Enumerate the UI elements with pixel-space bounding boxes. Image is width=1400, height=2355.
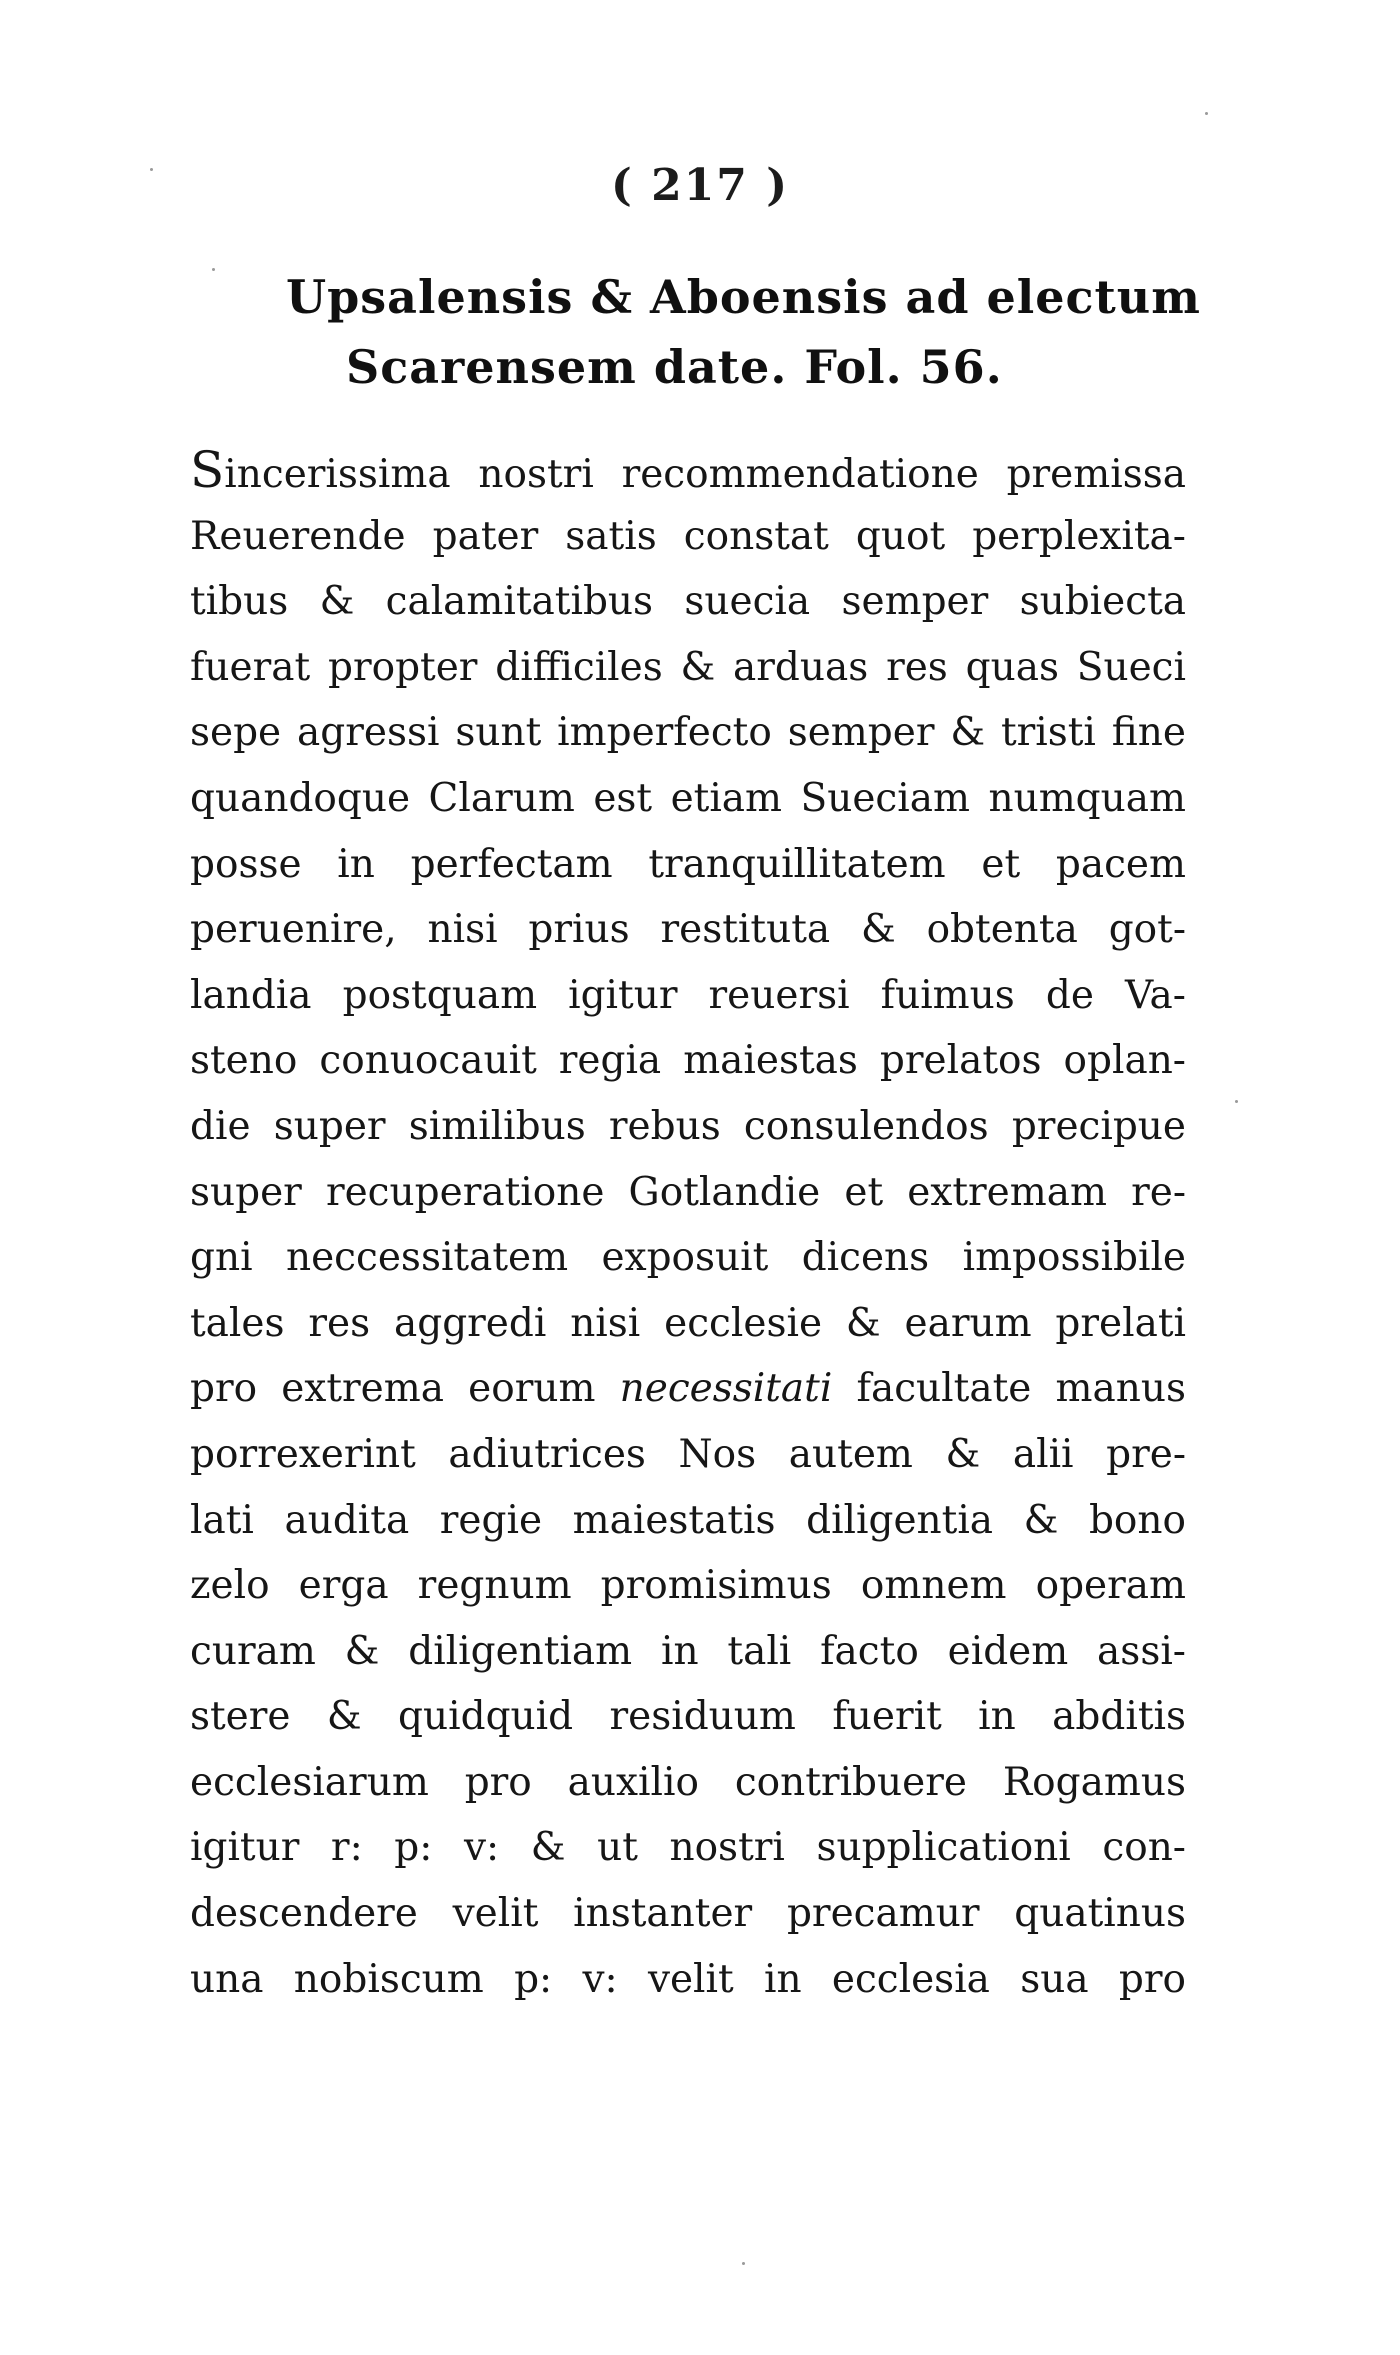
body-line: ecclesiarum pro auxilio contribuere Rogamus (190, 1759, 1186, 1805)
body-line-15-end: facultate manus (856, 1366, 1186, 1412)
letter-heading (286, 262, 1206, 402)
body-line: die super similibus rebus consulendos precipue (190, 1103, 1186, 1149)
letter-body (190, 438, 1186, 2012)
body-line: quandoque Clarum est etiam Sueciam numquam (190, 775, 1186, 821)
body-line: descendere velit instanter precamur quatinus (190, 1891, 1186, 1937)
heading-line-2: Scarensem date. Fol. 56. (346, 340, 1003, 394)
paper-speck (1235, 1100, 1238, 1103)
paper-speck (212, 268, 215, 271)
body-line: gni neccessitatem exposuit dicens impossibile (190, 1235, 1186, 1281)
body-line: tibus & calamitatibus suecia semper subiecta (190, 579, 1186, 625)
paper-speck (742, 2262, 745, 2265)
body-line: stere & quidquid residuum fuerit in abditis (190, 1694, 1186, 1740)
body-line: posse in perfectam tranquillitatem et pacem (190, 841, 1186, 887)
body-line: fuerat propter difficiles & arduas res quas Sueci (190, 644, 1186, 690)
body-line: tales res aggredi nisi ecclesie & earum prelati (190, 1300, 1186, 1346)
body-line: lati audita regie maiestatis diligentia & bono (190, 1497, 1186, 1543)
body-line: sepe agressi sunt imperfecto semper & tristi fine (190, 710, 1186, 756)
body-line: peruenire, nisi prius restituta & obtenta got- (190, 907, 1186, 953)
page-number: ( 217 ) (610, 160, 790, 211)
body-line: steno conuocauit regia maiestas prelatos oplan- (190, 1038, 1186, 1084)
body-line-15-start: pro extrema eorum (190, 1366, 596, 1412)
paper-speck (150, 168, 153, 171)
body-line: landia postquam igitur reuersi fuimus de Va- (190, 972, 1186, 1018)
body-line: curam & diligentiam in tali facto eidem assi- (190, 1628, 1186, 1674)
body-line-1 (190, 438, 1186, 504)
initial-letter: S (190, 441, 225, 499)
paper-speck (1205, 112, 1208, 115)
body-line: Reuerende pater satis constat quot perplexita- (190, 513, 1186, 559)
body-line: zelo erga regnum promisimus omnem operam (190, 1563, 1186, 1609)
body-line: porrexerint adiutrices Nos autem & alii pre- (190, 1431, 1186, 1477)
body-line-15 (190, 1356, 1186, 1422)
heading-line-1: Upsalensis & Aboensis ad electum (286, 270, 1201, 324)
body-line: igitur r: p: v: & ut nostri supplicationi con- (190, 1825, 1186, 1871)
italic-word: necessitati (619, 1366, 833, 1412)
body-line-1-text: incerissima nostri recommendatione premissa (224, 452, 1186, 497)
body-line: una nobiscum p: v: velit in ecclesia sua pro (190, 1956, 1186, 2002)
body-line: super recuperatione Gotlandie et extremam re- (190, 1169, 1186, 1215)
